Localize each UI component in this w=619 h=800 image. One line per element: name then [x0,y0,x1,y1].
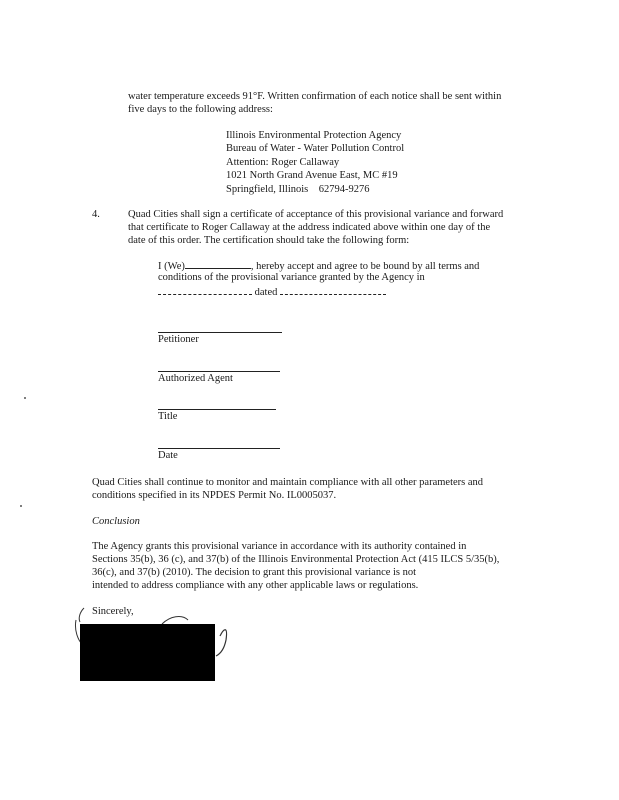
authorized-agent-label: Authorized Agent [158,373,233,384]
compliance-line-1: Quad Cities shall continue to monitor and maintain compliance with all other parameters and [92,477,484,488]
location-blank [158,284,252,295]
date-label: Date [158,450,178,461]
top-paragraph-line-1: water temperature exceeds 91°F. Written confirmation of each notice shall be sent within [128,91,502,102]
conclusion-line-2: Sections 35(b), 36 (c), and 37(b) of the Illinois Environmental Protection Act (415 ILCS 5/35(b), [92,554,500,565]
address-line-1: Illinois Environmental Protection Agency [226,130,402,141]
title-label: Title [158,411,178,422]
conclusion-line-3: 36(c), and 37(b) (2010). The decision to grant this provisional variance is not [92,567,417,578]
address-line-4: 1021 North Grand Avenue East, MC #19 [226,170,398,182]
conclusion-line-4: intended to address compliance with any other applicable laws or regulations. [92,580,419,591]
dated-label: dated [254,287,278,298]
petitioner-signature-line [158,332,282,333]
address-line-2: Bureau of Water - Water Pollution Control [226,143,405,155]
date-line [158,448,280,449]
compliance-line-2: conditions specified in its NPDES Permit No. IL0005037. [92,490,337,501]
conclusion-line-1: The Agency grants this provisional variance in accordance with its authority contained in [92,541,467,552]
mailing-address [226,129,404,196]
redaction-block [80,624,215,681]
closing-salutation: Sincerely, [92,606,134,617]
address-line-5: Springfield, Illinois 62794-9276 [226,183,370,195]
title-line [158,409,276,410]
item-line-2: that certificate to Roger Callaway at the address indicated above within one day of the [128,222,491,233]
date-blank [280,284,386,295]
certification-suffix: , hereby accept and agree to be bound by all terms and [250,261,480,272]
petitioner-label: Petitioner [158,334,199,345]
address-line-3: Attention: Roger Callaway [226,156,340,168]
item-number: 4. [92,209,100,220]
scan-mark [20,505,22,507]
scan-mark [24,397,26,399]
certification-line-3 [158,284,386,300]
certification-prefix: I (We) [158,261,185,272]
agent-signature-line [158,371,280,372]
item-line-1: Quad Cities shall sign a certificate of acceptance of this provisional variance and forward [128,209,504,220]
name-blank [185,258,251,269]
top-paragraph-line-2: five days to the following address: [128,104,273,115]
certification-line-2: conditions of the provisional variance granted by the Agency in [158,272,425,283]
item-line-3: date of this order. The certification should take the following form: [128,235,410,246]
conclusion-heading: Conclusion [92,516,140,527]
